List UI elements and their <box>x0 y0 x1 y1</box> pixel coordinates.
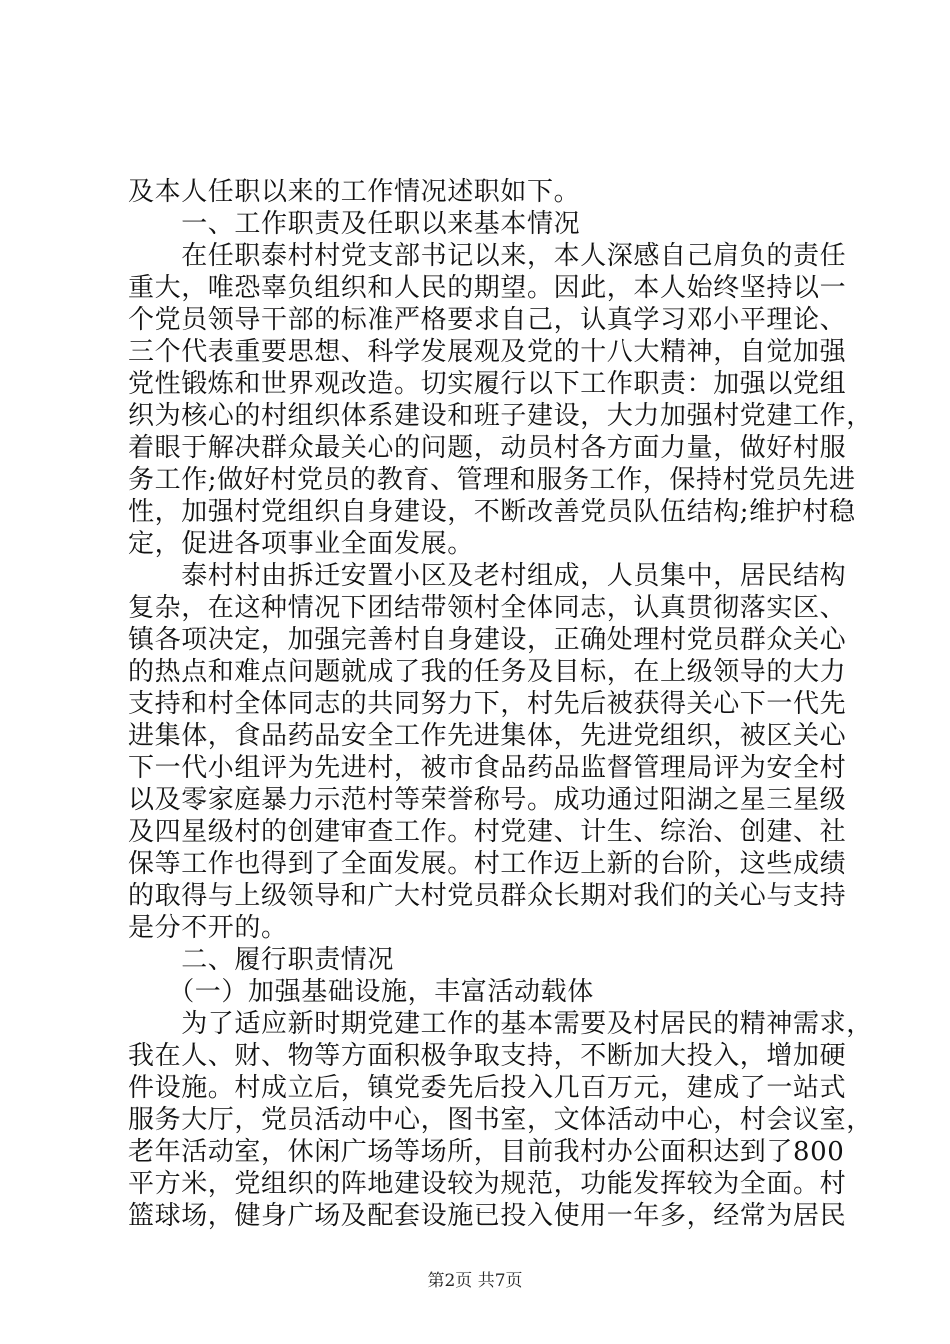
subsection-heading: （一）加强基础设施，丰富活动载体 <box>128 977 594 1007</box>
text-line: 老年活动室，休闲广场等场所，目前我村办公面积达到了800 <box>128 1137 845 1167</box>
section-heading: 一、工作职责及任职以来基本情况 <box>128 209 581 239</box>
text-line: 织为核心的村组织体系建设和班子建设，大力加强村党建工作， <box>128 401 873 431</box>
text-line: 镇各项决定，加强完善村自身建设，正确处理村党员群众关心 <box>128 625 847 655</box>
text-line: 我在人、财、物等方面积极争取支持，不断加大投入，增加硬 <box>128 1041 847 1071</box>
text-line: 党性锻炼和世界观改造。切实履行以下工作职责：加强以党组 <box>128 369 847 399</box>
text-line: 以及零家庭暴力示范村等荣誉称号。成功通过阳湖之星三星级 <box>128 785 847 815</box>
text-line: 重大，唯恐辜负组织和人民的期望。因此，本人始终坚持以一 <box>128 273 847 303</box>
text-line: 为了适应新时期党建工作的基本需要及村居民的精神需求， <box>128 1009 873 1039</box>
text-line: 支持和村全体同志的共同努力下，村先后被获得关心下一代先 <box>128 689 847 719</box>
text-line: 个党员领导干部的标准严格要求自己，认真学习邓小平理论、 <box>128 305 847 335</box>
text-line: 泰村村由拆迁安置小区及老村组成，人员集中，居民结构 <box>128 561 847 591</box>
page-number-footer: 第2页 共7页 <box>427 1271 523 1291</box>
text-line: 平方米，党组织的阵地建设较为规范，功能发挥较为全面。村 <box>128 1169 847 1199</box>
text-line: 服务大厅，党员活动中心，图书室，文体活动中心，村会议室， <box>128 1105 873 1135</box>
text-line: 定，促进各项事业全面发展。 <box>128 529 474 559</box>
text-line: 三个代表重要思想、科学发展观及党的十八大精神，自觉加强 <box>128 337 847 367</box>
section-heading: 二、履行职责情况 <box>128 945 395 975</box>
text-line: 是分不开的。 <box>128 913 288 943</box>
text-line: 务工作;做好村党员的教育、管理和服务工作，保持村党员先进 <box>128 465 856 495</box>
text-line: 的热点和难点问题就成了我的任务及目标，在上级领导的大力 <box>128 657 847 687</box>
text-line: 的取得与上级领导和广大村党员群众长期对我们的关心与支持 <box>128 881 847 911</box>
text-line: 保等工作也得到了全面发展。村工作迈上新的台阶，这些成绩 <box>128 849 847 879</box>
text-line: 及四星级村的创建审查工作。村党建、计生、综治、创建、社 <box>128 817 847 847</box>
text-line: 性，加强村党组织自身建设，不断改善党员队伍结构;维护村稳 <box>128 497 856 527</box>
text-line: 及本人任职以来的工作情况述职如下。 <box>128 177 581 207</box>
text-line: 复杂，在这种情况下团结带领村全体同志，认真贯彻落实区、 <box>128 593 847 623</box>
text-line: 在任职泰村村党支部书记以来，本人深感自己肩负的责任 <box>128 241 847 271</box>
text-line: 着眼于解决群众最关心的问题，动员村各方面力量，做好村服 <box>128 433 847 463</box>
text-line: 件设施。村成立后，镇党委先后投入几百万元，建成了一站式 <box>128 1073 847 1103</box>
text-line: 下一代小组评为先进村，被市食品药品监督管理局评为安全村 <box>128 753 847 783</box>
text-line: 篮球场，健身广场及配套设施已投入使用一年多，经常为居民 <box>128 1201 847 1231</box>
text-line: 进集体，食品药品安全工作先进集体，先进党组织，被区关心 <box>128 721 847 751</box>
